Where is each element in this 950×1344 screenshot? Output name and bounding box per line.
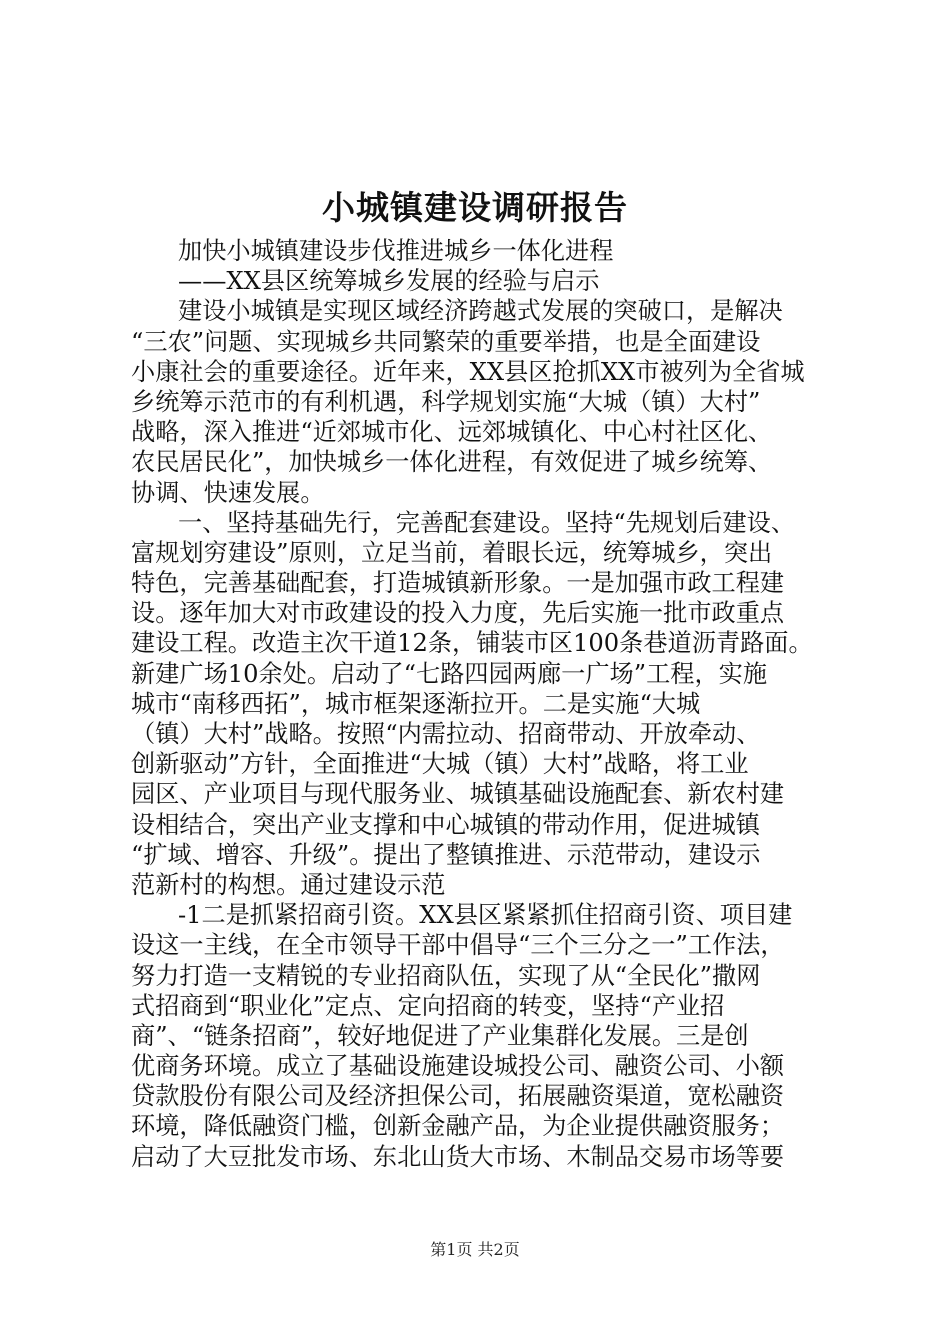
body-line: 环境，降低融资门槛，创新金融产品，为企业提供融资服务； <box>131 1112 785 1141</box>
body-line: 启动了大豆批发市场、东北山货大市场、木制品交易市场等要 <box>131 1142 785 1171</box>
body-line: 建设小城镇是实现区域经济跨越式发展的突破口，是解决 <box>178 297 783 326</box>
body-line: 新建广场10余处。启动了“七路四园两廊一广场”工程，实施 <box>131 659 768 688</box>
page-footer: 第1页 共2页 <box>430 1240 520 1259</box>
body-line: 城市“南移西拓”，城市框架逐渐拉开。二是实施“大城 <box>131 689 701 718</box>
body-line: 园区、产业项目与现代服务业、城镇基础设施配套、新农村建 <box>131 780 785 809</box>
body-line: 富规划穷建设”原则，立足当前，着眼长远，统筹城乡，突出 <box>131 538 773 567</box>
body-line: 设这一主线，在全市领导干部中倡导“三个三分之一”工作法， <box>131 931 785 960</box>
body-line: 设相结合，突出产业支撑和中心城镇的带动作用，促进城镇 <box>131 810 760 839</box>
body-line: 加快小城镇建设步伐推进城乡一体化进程 <box>178 237 614 265</box>
body-line: 一、坚持基础先行，完善配套建设。坚持“先规划后建设、 <box>178 508 796 537</box>
body-line: 努力打造一支精锐的专业招商队伍，实现了从“全民化”撒网 <box>131 961 761 990</box>
body-line: 商”、“链条招商”，较好地促进了产业集群化发展。三是创 <box>131 1021 749 1050</box>
body-line: （镇）大村”战略。按照“内需拉动、招商带动、开放牵动、 <box>131 720 761 748</box>
body-line: 特色，完善基础配套，打造城镇新形象。一是加强市政工程建 <box>131 569 785 598</box>
body-line: 农民居民化”，加快城乡一体化进程，有效促进了城乡统筹、 <box>131 448 773 477</box>
body-line: “扩域、增容、升级”。提出了整镇推进、示范带动，建设示 <box>131 840 761 869</box>
body-line: 式招商到“职业化”定点、定向招商的转变，坚持“产业招 <box>131 991 725 1020</box>
body-line: 优商务环境。成立了基础设施建设城投公司、融资公司、小额 <box>131 1052 785 1081</box>
body-line: 范新村的构想。通过建设示范 <box>131 870 446 899</box>
body-line: 战略，深入推进“近郊城市化、远郊城镇化、中心村社区化、 <box>131 418 773 447</box>
body-line: -1二是抓紧招商引资。XX县区紧紧抓住招商引资、项目建 <box>178 901 793 930</box>
document-body <box>131 236 826 1172</box>
body-line: 乡统筹示范市的有利机遇，科学规划实施“大城（镇）大村” <box>131 387 761 416</box>
body-line: 协调、快速发展。 <box>131 478 325 507</box>
body-line: “三农”问题、实现城乡共同繁荣的重要举措，也是全面建设 <box>131 327 761 356</box>
body-line: 创新驱动”方针，全面推进“大城（镇）大村”战略，将工业 <box>131 750 749 779</box>
body-line: 贷款股份有限公司及经济担保公司，拓展融资渠道，宽松融资 <box>131 1082 785 1111</box>
body-line: 小康社会的重要途径。近年来，XX县区抢抓XX市被列为全省城 <box>131 357 805 386</box>
body-line: 设。逐年加大对市政建设的投入力度，先后实施一批市政重点 <box>131 599 785 628</box>
body-line: 建设工程。改造主次干道12条，铺装市区100条巷道沥青路面。 <box>131 629 813 658</box>
body-line: ——XX县区统筹城乡发展的经验与启示 <box>178 267 600 296</box>
document-title: 小城镇建设调研报告 <box>322 188 628 227</box>
